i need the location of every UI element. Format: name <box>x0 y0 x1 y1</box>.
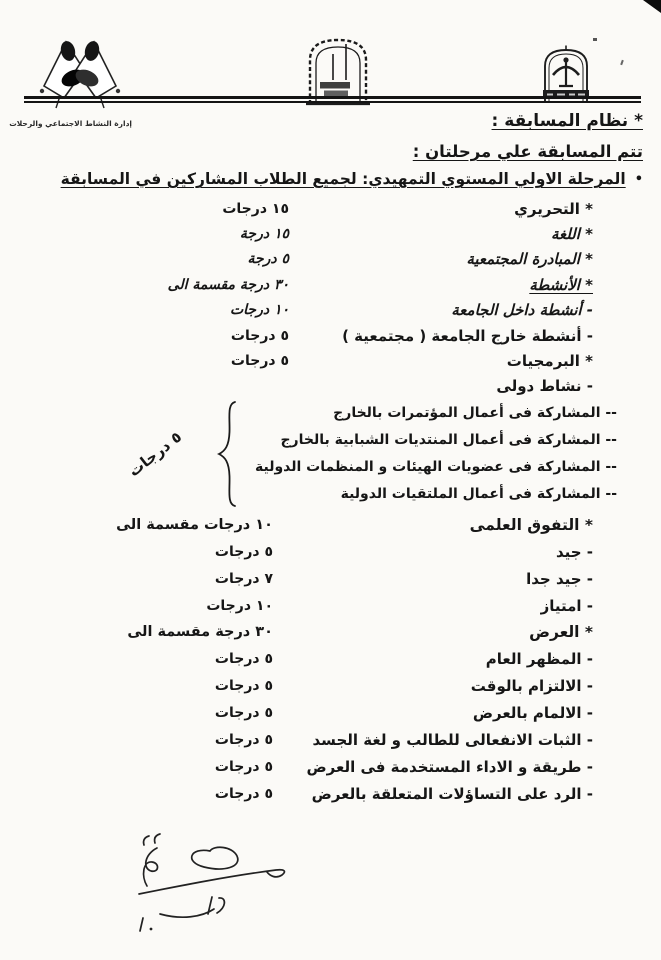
criterion-row <box>18 780 643 807</box>
criterion-label: - الثبات الانفعالى للطالب و لغة الجسد <box>312 730 593 749</box>
criterion-row <box>18 699 643 726</box>
presentation-section <box>18 619 643 807</box>
criterion-label: - الالمام بالعرض <box>472 703 593 722</box>
stage-one-heading <box>18 168 643 191</box>
criterion-score: ٣٠ درجة مقسمة الى <box>167 276 289 293</box>
criterion-score: ٥ درجات <box>214 758 273 775</box>
international-item: -- المشاركة فى أعمال المؤتمرات بالخارج <box>333 405 617 422</box>
criterion-row <box>18 753 643 780</box>
criterion-label: - نشاط دولى <box>496 377 593 396</box>
curly-brace-icon <box>216 400 238 508</box>
section-header-row <box>18 512 643 538</box>
international-group-score: ٥ درجات <box>124 427 185 481</box>
criterion-row <box>18 565 643 592</box>
stage-one-heading-text: المرحلة الاولي المستوي التمهيدي: لجميع الطلاب المشاركين في المسابقة <box>60 170 626 188</box>
criterion-label: - امتياز <box>540 596 593 615</box>
criterion-score: ١٥ درجة <box>239 226 289 243</box>
criterion-row <box>18 726 643 753</box>
signature-scribble <box>124 826 309 942</box>
criterion-score: ٥ درجات <box>214 543 273 560</box>
section-title-competition-system: * نظام المسابقة : <box>491 111 643 131</box>
scan-speck <box>593 38 597 41</box>
criterion-score: ٥ درجات <box>214 650 273 667</box>
criterion-label: * اللغة <box>550 225 593 244</box>
scan-speck <box>620 60 624 65</box>
criterion-score: ٥ درجات <box>214 785 273 802</box>
criterion-row <box>18 323 643 348</box>
criterion-label: - جيد <box>555 542 593 561</box>
scan-corner-artifact <box>643 0 661 13</box>
criterion-row <box>18 272 643 297</box>
criterion-score: ١٠ درجات <box>206 597 273 614</box>
academic-excellence-section <box>18 512 643 619</box>
criterion-label: * البرمجيات <box>506 352 593 371</box>
criterion-label: * الأنشطة <box>529 275 593 294</box>
criterion-label: - المظهر العام <box>485 649 593 668</box>
criteria-table <box>18 196 643 399</box>
criterion-label: - الرد على التساؤلات المتعلقة بالعرض <box>311 784 593 803</box>
header-divider-rule <box>24 96 641 103</box>
criterion-score: ٧ درجات <box>214 570 273 587</box>
faculty-emblem <box>537 44 595 114</box>
criterion-score: ٥ درجات <box>214 704 273 721</box>
criterion-label: - أنشطة داخل الجامعة <box>451 301 593 320</box>
criterion-score: ٥ درجات <box>230 327 289 344</box>
section-score: ١٠ درجات مقسمة الى <box>116 517 273 534</box>
section-score: ٣٠ درجة مقسمة الى <box>127 624 273 641</box>
criterion-row <box>18 374 643 399</box>
criterion-row <box>18 538 643 565</box>
international-item: -- المشاركة فى أعمال الملتقيات الدولية <box>340 486 617 503</box>
bullet-icon: • <box>634 172 643 187</box>
left-emblem-caption: إدارة النشاط الاجتماعي والرحلات <box>9 119 132 128</box>
international-activity-items <box>238 400 643 508</box>
document-body <box>9 110 643 807</box>
criterion-row <box>18 247 643 272</box>
criterion-label: * المبادرة المجتمعية <box>466 250 593 269</box>
criterion-row <box>18 221 643 246</box>
subtitle-two-stages: تتم المسابقة علي مرحلتان : <box>412 142 643 161</box>
criterion-label: * التحريري <box>514 199 593 218</box>
criterion-label: - طريقة و الاداء المستخدمة فى العرض <box>306 757 593 776</box>
criterion-score: ٥ درجات <box>230 353 289 370</box>
criterion-score: ٥ درجات <box>214 731 273 748</box>
section-label: * التفوق العلمى <box>469 516 593 535</box>
criterion-score: ١٥ درجات <box>222 200 289 217</box>
criterion-score: ٥ درجات <box>214 677 273 694</box>
international-activity-group <box>18 400 643 508</box>
section-label: * العرض <box>529 623 593 642</box>
international-item: -- المشاركة فى أعمال المنتديات الشبابية بالخارج <box>280 432 617 449</box>
criterion-row <box>18 645 643 672</box>
section-header-row <box>18 619 643 645</box>
criterion-row <box>18 348 643 373</box>
criterion-label: - جيد جدا <box>526 569 593 588</box>
criterion-score: ٥ درجة <box>247 251 289 268</box>
criterion-row <box>18 196 643 221</box>
criterion-row <box>18 298 643 323</box>
criterion-row <box>18 592 643 619</box>
criterion-row <box>18 672 643 699</box>
criterion-label: - الالتزام بالوقت <box>470 676 593 695</box>
international-item: -- المشاركة فى عضويات الهيئات و المنظمات الدولية <box>255 459 617 476</box>
criterion-score: ١٠ درجات <box>229 302 289 319</box>
criterion-label: - أنشطة خارج الجامعة ( مجتمعية ) <box>342 326 593 345</box>
